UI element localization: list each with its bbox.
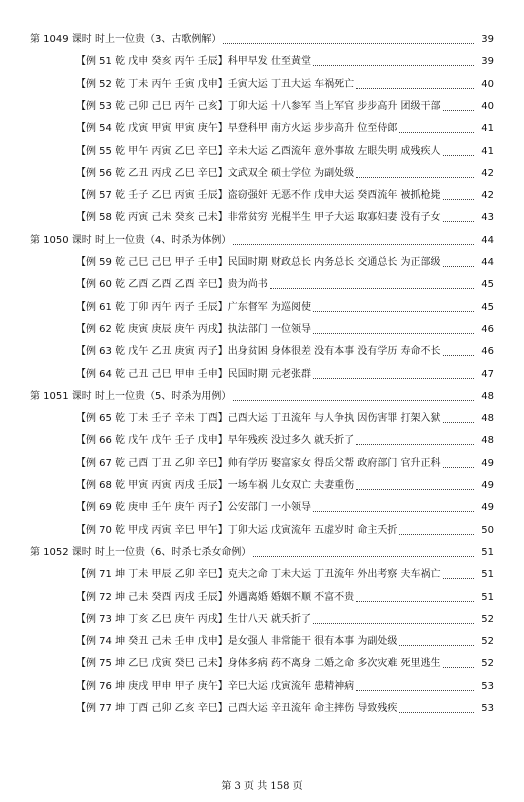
dot-leader: [356, 488, 474, 490]
dot-leader: [313, 622, 474, 624]
toc-text: 【例 77 坤 丁酉 己卯 乙亥 辛巳】己酉大运 辛丑流年 命主摔伤 导致残疾: [76, 703, 398, 714]
dot-leader: [356, 443, 474, 445]
toc-entry[interactable]: [76, 78, 494, 92]
dot-leader: [443, 154, 474, 156]
toc-page-number: 52: [481, 636, 494, 648]
dot-leader: [356, 600, 474, 602]
toc-text: 第 1052 课时 时上一位贵（6、时杀七杀女命例）: [30, 546, 252, 558]
toc-page-number: 42: [481, 167, 494, 179]
dot-leader: [223, 42, 474, 44]
toc-text: 【例 73 坤 丁亥 乙巳 庚午 丙戌】生廿八天 就夭折了: [76, 613, 311, 625]
toc-page-number: 52: [481, 613, 494, 625]
toc-heading[interactable]: [30, 234, 494, 248]
toc-entry[interactable]: [76, 167, 494, 181]
dot-leader: [313, 510, 474, 512]
toc-text: 【例 59 乾 己巳 己巳 甲子 壬申】民国时期 财政总长 内务总长 交通总长 为正部级: [76, 257, 441, 268]
dot-leader: [443, 354, 474, 356]
toc-page-number: 39: [481, 56, 494, 68]
toc-text: 【例 75 坤 乙巳 戊寅 癸巳 己未】身体多病 药不离身 二婚之命 多次灾难 死里逃生: [76, 658, 441, 670]
toc-text: 【例 55 乾 甲午 丙寅 乙巳 辛巳】辛未大运 乙酉流年 意外事故 左眼失明 成残疾人: [76, 145, 441, 157]
dot-leader: [443, 666, 474, 668]
dot-leader: [313, 310, 474, 312]
dot-leader: [270, 287, 474, 289]
toc-text: 【例 63 乾 戊午 乙丑 庚寅 丙子】出身贫困 身体很差 没有本事 没有学历 寿命不长: [76, 346, 441, 358]
toc-text: 【例 56 乾 乙丑 丙戌 乙巳 辛巳】文武双全 硕士学位 为副处级: [76, 167, 355, 179]
toc-text: 第 1050 课时 时上一位贵（4、时杀为体例）: [30, 234, 232, 246]
dot-leader: [313, 64, 474, 66]
toc-page-number: 50: [481, 524, 494, 536]
toc-text: 【例 76 坤 庚戌 甲申 甲子 庚午】辛巳大运 戊寅流年 患精神病: [76, 680, 355, 692]
toc-page-number: 44: [481, 257, 494, 268]
toc-entry[interactable]: [76, 368, 494, 382]
toc-page-number: 53: [481, 703, 494, 714]
toc-entry[interactable]: [76, 434, 494, 448]
toc-text: 【例 64 乾 己丑 己巳 甲申 壬申】民国时期 元老张群: [76, 368, 311, 380]
dot-leader: [443, 265, 474, 267]
toc-page-number: 45: [481, 301, 494, 313]
toc-entry[interactable]: [76, 635, 494, 649]
toc-entry[interactable]: [76, 591, 494, 605]
toc-page-number: 46: [481, 323, 494, 335]
toc-page-number: 48: [481, 435, 494, 447]
toc-page-number: 40: [481, 100, 494, 112]
toc-entry[interactable]: [76, 278, 494, 292]
toc-page-number: 39: [481, 34, 494, 45]
toc-page-number: 53: [481, 680, 494, 692]
toc-entry[interactable]: [76, 613, 494, 627]
toc-text: 第 1051 课时 时上一位贵（5、时杀为用例）: [30, 390, 232, 402]
toc-text: 【例 70 乾 甲戌 丙寅 辛巳 甲午】丁卯大运 戊寅流年 五虚岁时 命主夭折: [76, 524, 398, 536]
toc-text: 【例 61 乾 丁卯 丙午 丙子 壬辰】广东督军 为巡阅使: [76, 301, 311, 313]
dot-leader: [233, 399, 474, 401]
toc-entry[interactable]: [76, 501, 494, 515]
toc-heading[interactable]: [30, 390, 494, 404]
toc-text: 【例 58 乾 丙寅 己未 癸亥 己未】非常贫穷 光棍半生 甲子大运 取寡妇妻 没有子女: [76, 212, 441, 224]
page-footer: 第 3 页 共 158 页: [221, 781, 303, 792]
toc-entry[interactable]: [76, 457, 494, 471]
toc-page-number: 42: [481, 190, 494, 202]
dot-leader: [443, 577, 474, 579]
toc-entry[interactable]: [76, 412, 494, 426]
toc-entry[interactable]: [76, 345, 494, 359]
toc-text: 【例 51 乾 戊申 癸亥 丙午 壬辰】科甲早发 仕至黄堂: [76, 56, 311, 68]
toc-entry[interactable]: [76, 479, 494, 493]
toc-text: 【例 60 乾 乙酉 乙酉 乙酉 辛巳】贵为尚书: [76, 279, 268, 291]
toc-text: 【例 74 坤 癸丑 己未 壬申 戊申】是女强人 非常能干 很有本事 为副处级: [76, 636, 398, 648]
toc-page-number: 43: [481, 212, 494, 224]
toc-text: 【例 52 乾 丁未 丙午 壬寅 戊申】壬寅大运 丁丑大运 车祸死亡: [76, 78, 355, 90]
toc-page-number: 51: [481, 591, 494, 603]
toc-entry[interactable]: [76, 122, 494, 136]
toc-page-number: 49: [481, 480, 494, 491]
toc-page-number: 51: [481, 569, 494, 581]
toc-page-number: 51: [481, 546, 494, 558]
toc-page-number: 49: [481, 502, 494, 514]
toc-page-number: 46: [481, 346, 494, 358]
toc-entry[interactable]: [76, 211, 494, 225]
dot-leader: [356, 689, 474, 691]
toc-text: 【例 57 乾 壬子 乙巳 丙寅 壬辰】盗窃强奸 无恶不作 戊申大运 癸酉流年 被抓枪毙: [76, 190, 441, 202]
toc-text: 【例 69 乾 庚申 壬午 庚午 丙子】公安部门 一小领导: [76, 502, 311, 514]
toc-text: 第 1049 课时 时上一位贵（3、古歌例解）: [30, 34, 222, 45]
dot-leader: [399, 711, 474, 713]
toc-page-number: 49: [481, 457, 494, 469]
toc-page-number: 41: [481, 145, 494, 157]
toc-entry[interactable]: [76, 323, 494, 337]
dot-leader: [399, 644, 474, 646]
toc-entry[interactable]: [76, 657, 494, 671]
toc-entry[interactable]: [76, 256, 494, 270]
toc-entry[interactable]: [76, 145, 494, 159]
toc-text: 【例 53 乾 己卯 己巳 丙午 己亥】丁卯大运 十八参军 当上军官 步步高升 团级干部: [76, 100, 441, 112]
toc-heading[interactable]: [30, 546, 494, 560]
dot-leader: [443, 220, 474, 222]
dot-leader: [399, 131, 474, 133]
toc-page-number: 44: [481, 234, 494, 246]
toc-text: 【例 62 乾 庚寅 庚辰 庚午 丙戌】执法部门 一位领导: [76, 323, 311, 335]
toc-page-number: 52: [481, 658, 494, 670]
dot-leader: [313, 332, 474, 334]
toc-text: 【例 71 坤 丁未 甲辰 乙卯 辛巳】克夫之命 丁未大运 丁丑流年 外出考察 夫车祸亡: [76, 569, 441, 581]
dot-leader: [233, 243, 474, 245]
dot-leader: [313, 377, 474, 379]
toc-page-number: 45: [481, 279, 494, 291]
toc-entry[interactable]: [76, 55, 494, 69]
toc-page-number: 48: [481, 390, 494, 402]
toc-heading[interactable]: [30, 33, 494, 47]
toc-text: 【例 66 乾 戊午 戊午 壬子 戊申】早年残疾 没过多久 就夭折了: [76, 435, 355, 447]
dot-leader: [356, 87, 474, 89]
toc-text: 【例 67 乾 己酉 丁丑 乙卯 辛巳】帅有学历 娶富家女 得岳父帮 政府部门 官升正科: [76, 457, 441, 469]
toc-text: 【例 68 乾 甲寅 丙寅 丙戌 壬辰】一场车祸 儿女双亡 夫妻重伤: [76, 480, 355, 491]
toc-text: 【例 72 坤 己未 癸酉 丙戌 壬辰】外遇离婚 婚姻不顺 不富不贵: [76, 591, 355, 603]
toc-entry[interactable]: [76, 568, 494, 582]
toc-entry[interactable]: [76, 301, 494, 315]
toc-text: 【例 54 乾 戊寅 甲寅 甲寅 庚午】早登科甲 南方火运 步步高升 位至侍郎: [76, 123, 398, 135]
toc-page-number: 47: [481, 368, 494, 380]
toc-text: 【例 65 乾 丁未 壬子 辛未 丁酉】己酉大运 丁丑流年 与人争执 因伤害罪 打架入狱: [76, 413, 441, 425]
dot-leader: [443, 466, 474, 468]
dot-leader: [399, 533, 474, 535]
dot-leader: [443, 421, 474, 423]
toc-entry[interactable]: [76, 702, 494, 716]
toc-entry[interactable]: [76, 524, 494, 538]
dot-leader: [443, 198, 474, 200]
toc-entry[interactable]: [76, 100, 494, 114]
toc-page-number: 41: [481, 123, 494, 135]
toc-page-number: 48: [481, 413, 494, 425]
dot-leader: [253, 555, 474, 557]
toc-entry[interactable]: [76, 189, 494, 203]
dot-leader: [443, 109, 474, 111]
toc-page-number: 40: [481, 78, 494, 90]
toc-entry[interactable]: [76, 680, 494, 694]
dot-leader: [356, 176, 474, 178]
